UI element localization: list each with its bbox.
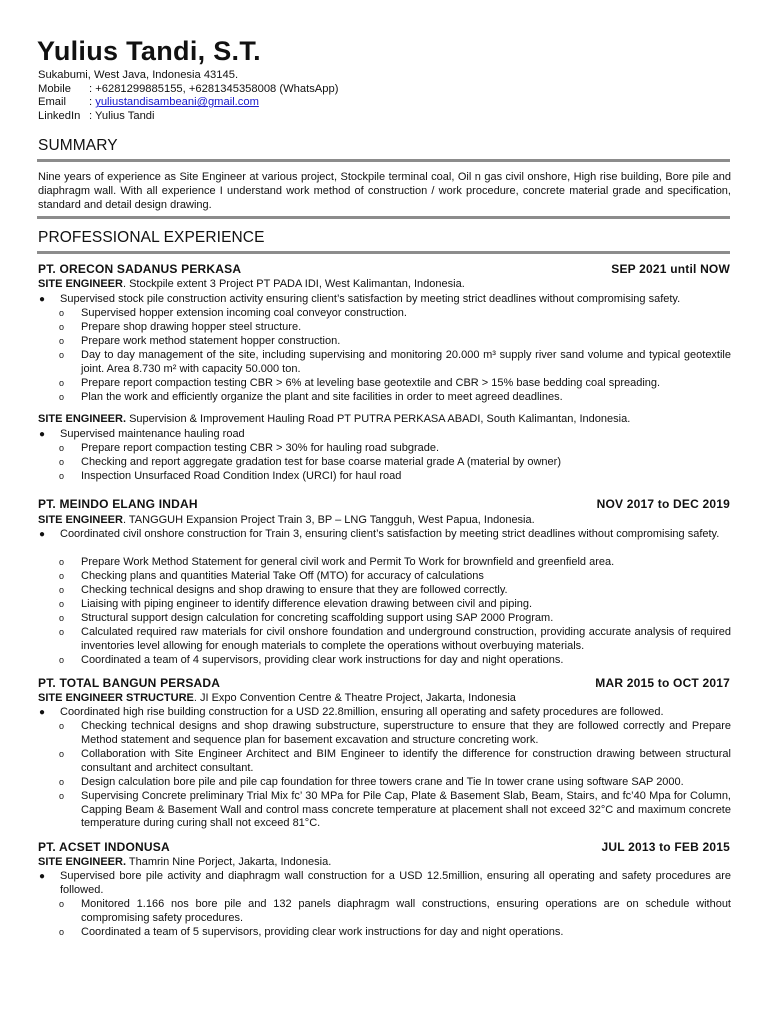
role-title: SITE ENGINEER.: [38, 413, 127, 425]
sub-bullet-item: [58, 307, 731, 321]
bullet-text: Supervised stock pile construction activity ensuring client’s satisfaction by meeting strict deadlines without compromising safety.: [60, 293, 681, 305]
sub-bullet-item: [58, 748, 731, 775]
linkedin-label: LinkedIn: [38, 109, 81, 122]
bullet-item: [38, 706, 731, 720]
mobile-value: : +6281299885155, +6281345358008 (WhatsApp): [89, 82, 339, 95]
sub-bullet-item: [58, 926, 731, 940]
sub-bullet-text: Coordinated a team of 5 supervisors, providing clear work instructions for day and night operations.: [81, 926, 564, 938]
email-label: Email: [38, 96, 66, 109]
sub-bullet-item: [58, 776, 731, 790]
circle-bullet-icon: o: [59, 443, 65, 453]
circle-bullet-icon: o: [59, 721, 65, 731]
contact-block: [38, 69, 338, 123]
sub-bullet-text: Supervised hopper extension incoming coal conveyor construction.: [81, 307, 407, 319]
sub-bullet-item: [58, 442, 731, 456]
company-name: PT. TOTAL BANGUN PERSADA: [38, 676, 221, 690]
mobile-label: Mobile: [38, 82, 71, 95]
sub-bullet-text: Day to day management of the site, including supervising and monitoring 20.000 m³ supply river sand volume and typical geotextile joint. Area 8.730 m² with capacity 50.000 ton.: [81, 349, 731, 375]
role-title: SITE ENGINEER: [38, 514, 123, 526]
circle-bullet-icon: o: [59, 571, 65, 581]
role-title: SITE ENGINEER STRUCTURE: [38, 692, 194, 704]
sub-bullet-item: [58, 626, 731, 653]
linkedin-value: : Yulius Tandi: [89, 109, 155, 122]
sub-bullet-text: Monitored 1.166 nos bore pile and 132 panels diaphragm wall constructions, ensuring operations are on schedule without compromising safety procedures.: [81, 898, 731, 924]
sub-bullet-item: [58, 898, 731, 925]
circle-bullet-icon: o: [59, 322, 65, 332]
circle-bullet-icon: o: [59, 378, 65, 388]
circle-bullet-icon: o: [59, 471, 65, 481]
circle-bullet-icon: o: [59, 613, 65, 623]
sub-bullet-text: Plan the work and efficiently organize the plant and site facilities in order to meet agreed deadlines.: [81, 391, 563, 403]
circle-bullet-icon: o: [59, 336, 65, 346]
circle-bullet-icon: o: [59, 585, 65, 595]
job-header: [38, 497, 730, 511]
role-line: [38, 513, 732, 527]
sub-bullet-text: Liaising with piping engineer to identify difference elevation drawing between civil and piping.: [81, 598, 533, 610]
company-name: PT. ACSET INDONUSA: [38, 840, 170, 854]
sub-bullet-text: Checking technical designs and shop drawing to ensure that they are followed correctly.: [81, 584, 508, 596]
company-name: PT. MEINDO ELANG INDAH: [38, 497, 198, 511]
sub-bullet-text: Collaboration with Site Engineer Architect and BIM Engineer to identify the difference for construction drawing between structural consultant and architect consultant.: [81, 748, 731, 774]
address-line: [38, 69, 338, 83]
sub-bullet-item: [58, 321, 731, 335]
circle-bullet-icon: o: [59, 655, 65, 665]
role-description: Supervision & Improvement Hauling Road PT PUTRA PERKASA ABADI, South Kalimantan, Indonesia.: [126, 413, 631, 425]
sub-bullet-text: Checking plans and quantities Material Take Off (MTO) for accuracy of calculations: [81, 570, 484, 582]
sub-bullet-text: Calculated required raw materials for civil onshore foundation and underground construction, providing accurate analysis of required inventories level allowing for enough materials to complete the operations without overbuying materials.: [81, 626, 731, 652]
sub-bullet-item: [58, 456, 731, 470]
job-dates: JUL 2013 to FEB 2015: [601, 840, 730, 854]
job-header: [38, 262, 730, 276]
candidate-name: Yulius Tandi, S.T.: [37, 36, 261, 66]
mobile-line: [38, 83, 338, 97]
role-description: Thamrin Nine Porject, Jakarta, Indonesia.: [126, 856, 332, 868]
role-title: SITE ENGINEER.: [38, 856, 127, 868]
summary-text: Nine years of experience as Site Engineer at various project, Stockpile terminal coal, Oil n gas civil onshore, High rise building, Bore pile and diaphragm wall. With all experience I understand work method of construction / work procedure, concrete material grade and specification, standard and detail design drawing.: [38, 171, 731, 211]
sub-bullet-item: [58, 720, 731, 747]
sub-bullet-text: Prepare Work Method Statement for general civil work and Permit To Work for brownfield and greenfield area.: [81, 556, 615, 568]
job-dates: MAR 2015 to OCT 2017: [595, 676, 730, 690]
sub-bullet-item: [58, 335, 731, 349]
circle-bullet-icon: o: [59, 350, 65, 360]
sub-bullet-text: Prepare work method statement hopper construction.: [81, 335, 341, 347]
sub-bullet-text: Prepare report compaction testing CBR > 6% at leveling base geotextile and CBR > 15% base bedding coal spreading.: [81, 377, 661, 389]
bullet-text: Supervised maintenance hauling road: [60, 428, 245, 440]
bullet-icon: ●: [39, 529, 46, 540]
bullet-text: Coordinated high rise building construction for a USD 22.8million, ensuring all operating and safety procedures are followed.: [60, 706, 664, 718]
sub-bullet-text: Structural support design calculation for concreting scaffolding support using SAP 2000 Program.: [81, 612, 554, 624]
sub-bullet-text: Design calculation bore pile and pile cap foundation for three towers crane and Tie In tower crane using software SAP 2000.: [81, 776, 684, 788]
bullet-icon: ●: [39, 871, 46, 882]
bullet-icon: ●: [39, 294, 46, 305]
sub-bullet-item: [58, 391, 731, 405]
linkedin-line: [38, 110, 338, 124]
role-title: SITE ENGINEER: [38, 278, 123, 290]
summary-heading: SUMMARY: [38, 137, 118, 154]
sub-bullet-item: [58, 556, 731, 570]
role-line: [38, 691, 732, 705]
circle-bullet-icon: o: [59, 457, 65, 467]
bullet-item: [38, 528, 731, 542]
sub-bullet-text: Inspection Unsurfaced Road Condition Index (URCI) for haul road: [81, 470, 402, 482]
circle-bullet-icon: o: [59, 599, 65, 609]
email-line: [38, 96, 338, 110]
sub-bullet-text: Supervising Concrete preliminary Trial Mix fc’ 30 MPa for Pile Cap, Plate & Basement Slab, Beam, Stairs, and fc’40 Mpa for Column, Capping Beam & Basement Wall and control mass concrete temperature at placement shall not exceed 32°C and maximum concrete temperature during curing shall not exceed 81°C.: [81, 790, 731, 829]
role-description: . TANGGUH Expansion Project Train 3, BP – LNG Tangguh, West Papua, Indonesia.: [122, 514, 535, 526]
summary-divider: [37, 159, 730, 162]
sub-bullet-item: [58, 570, 731, 584]
role-description: . Stockpile extent 3 Project PT PADA IDI, West Kalimantan, Indonesia.: [122, 278, 465, 290]
sub-bullet-item: [58, 612, 731, 626]
role-description: . JI Expo Convention Centre & Theatre Project, Jakarta, Indonesia: [193, 692, 516, 704]
bullet-item: [38, 428, 731, 442]
sub-bullet-item: [58, 654, 731, 668]
sub-bullet-text: Checking technical designs and shop drawing substructure, superstructure to ensure that they are followed correctly and Prepare Method statement and sequence plan for basement excavation and structure concreting work.: [81, 720, 731, 746]
sub-bullet-item: [58, 598, 731, 612]
job-dates: NOV 2017 to DEC 2019: [596, 497, 730, 511]
circle-bullet-icon: o: [59, 392, 65, 402]
job-dates: SEP 2021 until NOW: [611, 262, 730, 276]
circle-bullet-icon: o: [59, 791, 65, 801]
role-line: [38, 855, 732, 869]
circle-bullet-icon: o: [59, 308, 65, 318]
sub-bullet-text: Checking and report aggregate gradation test for base coarse material grade A (material by owner): [81, 456, 561, 468]
circle-bullet-icon: o: [59, 557, 65, 567]
role-line: [38, 277, 732, 291]
experience-divider: [37, 251, 730, 254]
bullet-text: Supervised bore pile activity and diaphragm wall construction for a USD 12.5million, ensuring all operating and safety procedures are followed.: [60, 870, 731, 896]
job-header: [38, 840, 730, 854]
circle-bullet-icon: o: [59, 927, 65, 937]
sub-bullet-text: Coordinated a team of 4 supervisors, providing clear work instructions for day and night operations.: [81, 654, 564, 666]
sub-bullet-item: [58, 470, 731, 484]
sub-bullet-item: [58, 790, 731, 831]
role-line: [38, 412, 732, 426]
email-separator: :: [89, 96, 96, 109]
bullet-item: [38, 870, 731, 897]
experience-heading: PROFESSIONAL EXPERIENCE: [38, 229, 265, 246]
sub-bullet-item: [58, 584, 731, 598]
bullet-icon: ●: [39, 707, 46, 718]
email-link[interactable]: yuliustandisambeani@gmail.com: [95, 96, 259, 109]
bullet-text: Coordinated civil onshore construction for Train 3, ensuring client’s satisfaction by meeting strict deadlines without compromising safety.: [60, 528, 720, 540]
sub-bullet-text: Prepare shop drawing hopper steel structure.: [81, 321, 302, 333]
sub-bullet-item: [58, 377, 731, 391]
address: Sukabumi, West Java, Indonesia 43145.: [38, 69, 239, 81]
sub-bullet-item: [58, 349, 731, 376]
sub-bullet-text: Prepare report compaction testing CBR > 30% for hauling road subgrade.: [81, 442, 440, 454]
circle-bullet-icon: o: [59, 899, 65, 909]
bullet-item: [38, 293, 731, 307]
company-name: PT. ORECON SADANUS PERKASA: [38, 262, 242, 276]
circle-bullet-icon: o: [59, 777, 65, 787]
circle-bullet-icon: o: [59, 627, 65, 637]
circle-bullet-icon: o: [59, 749, 65, 759]
summary-bottom-divider: [37, 216, 730, 219]
job-header: [38, 676, 730, 690]
bullet-icon: ●: [39, 429, 46, 440]
